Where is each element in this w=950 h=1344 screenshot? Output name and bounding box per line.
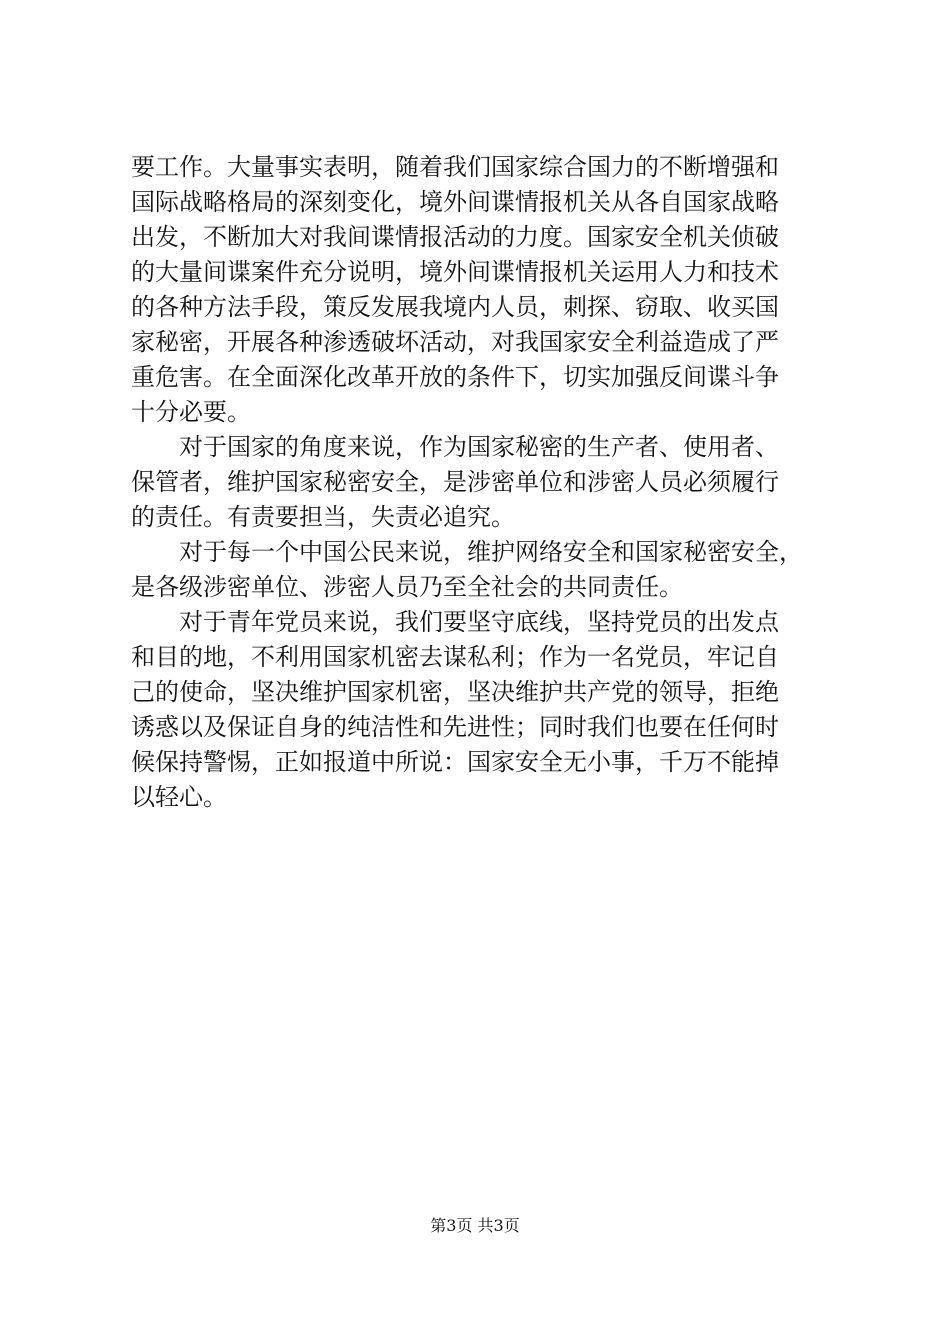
text-line: 诱惑以及保证自身的纯洁性和先进性；同时我们也要在任何时 bbox=[131, 713, 779, 741]
text-line: 己的使命，坚决维护国家机密，坚决维护共产党的领导，拒绝 bbox=[131, 678, 779, 706]
text-line: 是各级涉密单位、涉密人员乃至全社会的共同责任。 bbox=[131, 573, 683, 601]
text-line: 候保持警惕，正如报道中所说：国家安全无小事，千万不能掉 bbox=[131, 748, 779, 776]
page-footer bbox=[0, 1214, 950, 1238]
text-line: 十分必要。 bbox=[131, 398, 251, 426]
text-line: 出发，不断加大对我间谍情报活动的力度。国家安全机关侦破 bbox=[131, 223, 779, 251]
text-line: 重危害。在全面深化改革开放的条件下，切实加强反间谍斗争 bbox=[131, 363, 779, 391]
text-line: 以轻心。 bbox=[131, 783, 227, 811]
text-line: 对于国家的角度来说，作为国家秘密的生产者、使用者、 bbox=[131, 433, 779, 461]
text-line: 的大量间谍案件充分说明，境外间谍情报机关运用人力和技术 bbox=[131, 258, 779, 286]
text-line: 的各种方法手段，策反发展我境内人员，刺探、窃取、收买国 bbox=[131, 293, 779, 321]
page-number: 第3页 共3页 bbox=[430, 1216, 520, 1235]
text-line: 保管者，维护国家秘密安全，是涉密单位和涉密人员必须履行 bbox=[131, 468, 779, 496]
text-line: 要工作。大量事实表明，随着我们国家综合国力的不断增强和 bbox=[131, 153, 779, 181]
document-body bbox=[131, 150, 851, 815]
text-line: 国际战略格局的深刻变化，境外间谍情报机关从各自国家战略 bbox=[131, 188, 779, 216]
text-line: 对于每一个中国公民来说，维护网络安全和国家秘密安全， bbox=[131, 538, 803, 566]
text-line: 的责任。有责要担当，失责必追究。 bbox=[131, 503, 515, 531]
text-line: 家秘密，开展各种渗透破坏活动，对我国家安全利益造成了严 bbox=[131, 328, 779, 356]
text-line: 和目的地，不利用国家机密去谋私利；作为一名党员，牢记自 bbox=[131, 643, 779, 671]
text-line: 对于青年党员来说，我们要坚守底线，坚持党员的出发点 bbox=[131, 608, 779, 636]
